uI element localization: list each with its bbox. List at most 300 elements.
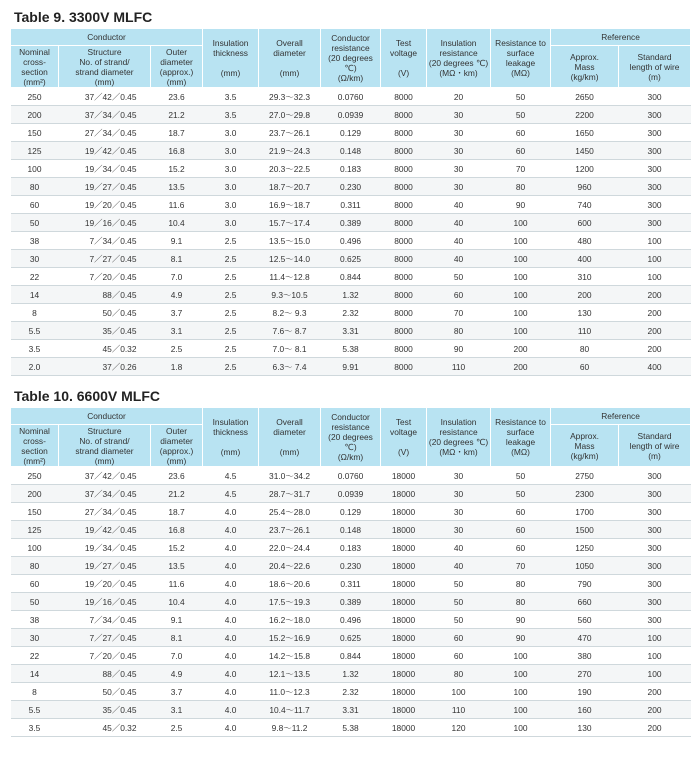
table-cell: 18000 [381,539,427,557]
table-cell: 7.0～ 8.1 [259,340,321,358]
table-row [11,322,691,340]
table-cell: 19／42／0.45 [59,521,151,539]
table-cell: 300 [619,88,691,106]
table-cell: 30 [427,106,491,124]
table-cell: 18.7～20.7 [259,178,321,196]
table-row [11,575,691,593]
table-row [11,340,691,358]
table-cell: 21.2 [151,106,203,124]
table-cell: 4.0 [203,539,259,557]
table-cell: 16.2～18.0 [259,611,321,629]
table-cell: 0.129 [321,503,381,521]
table-cell: 30 [427,178,491,196]
table-cell: 11.6 [151,196,203,214]
table-cell: 300 [619,503,691,521]
table-cell: 9.3～10.5 [259,286,321,304]
table-cell: 30 [11,629,59,647]
table-cell: 480 [551,232,619,250]
table-cell: 60 [11,196,59,214]
table-cell: 100 [619,629,691,647]
table-row [11,214,691,232]
table-cell: 300 [619,575,691,593]
table-cell: 310 [551,268,619,286]
table-cell: 50 [11,593,59,611]
table-cell: 35／0.45 [59,701,151,719]
table-cell: 18000 [381,467,427,485]
table-row [11,250,691,268]
table-cell: 80 [11,178,59,196]
table-cell: 3.5 [11,719,59,737]
table-cell: 80 [11,557,59,575]
table-row [11,701,691,719]
table-cell: 2.5 [203,322,259,340]
table-cell: 18000 [381,629,427,647]
table-cell: 8000 [381,196,427,214]
table-cell: 4.0 [203,629,259,647]
table-cell: 4.0 [203,611,259,629]
col-header: Conductor resistance (20 degrees ℃) (Ω/km) [321,29,381,88]
table-cell: 7／27／0.45 [59,250,151,268]
table-cell: 200 [11,485,59,503]
table-cell: 8000 [381,304,427,322]
table-cell: 8000 [381,286,427,304]
table-cell: 125 [11,521,59,539]
table-cell: 19／34／0.45 [59,160,151,178]
table-cell: 8000 [381,124,427,142]
table-row [11,647,691,665]
table-cell: 11.4～12.8 [259,268,321,286]
table-cell: 23.7～26.1 [259,124,321,142]
table-cell: 3.5 [11,340,59,358]
table-cell: 60 [491,124,551,142]
table-cell: 100 [491,268,551,286]
table-row [11,106,691,124]
table-cell: 100 [491,232,551,250]
table-cell: 125 [11,142,59,160]
table-cell: 27／34／0.45 [59,124,151,142]
table-cell: 3.7 [151,304,203,322]
table-cell: 23.6 [151,467,203,485]
table9-title: Table 9. 3300V MLFC [14,9,153,25]
table-cell: 10.4～11.7 [259,701,321,719]
table-cell: 160 [551,701,619,719]
col-header: Structure No. of strand/ strand diameter (mm) [59,425,151,467]
table-cell: 660 [551,593,619,611]
table-cell: 740 [551,196,619,214]
table-cell: 0.183 [321,539,381,557]
table-cell: 100 [11,539,59,557]
table-cell: 0.496 [321,232,381,250]
page [10,0,690,737]
table-cell: 40 [427,250,491,268]
table-cell: 4.0 [203,683,259,701]
table-cell: 14.2～15.8 [259,647,321,665]
table-cell: 30 [427,142,491,160]
table9 [10,28,691,376]
table-cell: 3.0 [203,124,259,142]
table-cell: 35／0.45 [59,322,151,340]
table-cell: 30 [427,503,491,521]
table-cell: 8000 [381,178,427,196]
table-cell: 19／20／0.45 [59,575,151,593]
table-cell: 400 [551,250,619,268]
table-cell: 11.0～12.3 [259,683,321,701]
table-cell: 16.8 [151,142,203,160]
table-cell: 3.31 [321,701,381,719]
table-cell: 1650 [551,124,619,142]
table-cell: 7.0 [151,268,203,286]
table-cell: 60 [551,358,619,376]
table-cell: 250 [11,467,59,485]
table-cell: 190 [551,683,619,701]
table-cell: 2.5 [151,719,203,737]
table-cell: 80 [491,593,551,611]
table-cell: 110 [551,322,619,340]
table-cell: 30 [427,467,491,485]
table-cell: 3.0 [203,178,259,196]
table-cell: 37／42／0.45 [59,467,151,485]
table-cell: 9.8～11.2 [259,719,321,737]
table-cell: 19／27／0.45 [59,178,151,196]
table-cell: 30 [427,485,491,503]
table-cell: 3.5 [203,106,259,124]
table-cell: 6.3～ 7.4 [259,358,321,376]
table-cell: 18.7 [151,124,203,142]
table-cell: 110 [427,701,491,719]
table-cell: 15.7～17.4 [259,214,321,232]
table-cell: 200 [619,304,691,322]
table-cell: 3.0 [203,160,259,178]
col-header: Resistance to surface leakage (MΩ) [491,408,551,467]
table-cell: 50 [427,593,491,611]
table-row [11,467,691,485]
table-cell: 300 [619,611,691,629]
table-cell: 60 [491,539,551,557]
table-cell: 80 [491,178,551,196]
table-cell: 15.2～16.9 [259,629,321,647]
table-cell: 19／20／0.45 [59,196,151,214]
table-cell: 50 [427,575,491,593]
table-row [11,358,691,376]
table-cell: 0.183 [321,160,381,178]
table-cell: 9.91 [321,358,381,376]
table-cell: 8 [11,304,59,322]
table-cell: 21.9～24.3 [259,142,321,160]
col-header: Outer diameter (approx.) (mm) [151,425,203,467]
col-header: Overall diameter (mm) [259,29,321,88]
table-row [11,196,691,214]
table-cell: 70 [491,160,551,178]
table-cell: 200 [551,286,619,304]
table-cell: 90 [491,629,551,647]
table-cell: 9.1 [151,232,203,250]
table-cell: 300 [619,214,691,232]
table-row [11,485,691,503]
table-cell: 1450 [551,142,619,160]
table-cell: 18000 [381,593,427,611]
table-cell: 200 [619,340,691,358]
table-cell: 8000 [381,358,427,376]
reference-group-header: Reference [551,408,691,425]
table-cell: 100 [491,701,551,719]
table-cell: 130 [551,719,619,737]
table-cell: 40 [427,196,491,214]
table-cell: 7／34／0.45 [59,611,151,629]
table-cell: 22.0～24.4 [259,539,321,557]
table-cell: 200 [491,340,551,358]
table-cell: 1700 [551,503,619,521]
table-cell: 8.1 [151,250,203,268]
col-header: Resistance to surface leakage (MΩ) [491,29,551,88]
table-cell: 100 [619,647,691,665]
table-cell: 300 [619,539,691,557]
table-row [11,539,691,557]
table-cell: 70 [491,557,551,575]
table-cell: 50／0.45 [59,304,151,322]
table-cell: 45／0.32 [59,719,151,737]
table-cell: 18.6～20.6 [259,575,321,593]
table-cell: 38 [11,232,59,250]
table-cell: 0.0760 [321,467,381,485]
table-cell: 14 [11,665,59,683]
table-cell: 4.0 [203,701,259,719]
table-cell: 15.2 [151,539,203,557]
table-cell: 960 [551,178,619,196]
table-cell: 3.1 [151,322,203,340]
table-cell: 8 [11,683,59,701]
table-cell: 0.389 [321,214,381,232]
table-cell: 45／0.32 [59,340,151,358]
table-cell: 200 [619,683,691,701]
table-cell: 3.0 [203,142,259,160]
table-cell: 0.0939 [321,485,381,503]
table-cell: 17.5～19.3 [259,593,321,611]
table-cell: 18000 [381,485,427,503]
table-cell: 200 [11,106,59,124]
table-cell: 4.0 [203,503,259,521]
table-cell: 100 [491,647,551,665]
table-cell: 0.0939 [321,106,381,124]
table-cell: 37／0.26 [59,358,151,376]
table-cell: 200 [619,322,691,340]
table-cell: 20.4～22.6 [259,557,321,575]
table-cell: 200 [619,286,691,304]
table-cell: 300 [619,521,691,539]
table-cell: 7／20／0.45 [59,647,151,665]
table-cell: 300 [619,178,691,196]
table-cell: 38 [11,611,59,629]
table-cell: 7.6～ 8.7 [259,322,321,340]
table-cell: 50 [491,88,551,106]
table-cell: 13.5 [151,557,203,575]
table-cell: 8000 [381,340,427,358]
table-cell: 18000 [381,647,427,665]
table-cell: 88／0.45 [59,665,151,683]
table-cell: 100 [619,232,691,250]
table-cell: 100 [619,250,691,268]
table-cell: 18000 [381,665,427,683]
table-cell: 50 [491,485,551,503]
table-cell: 18000 [381,719,427,737]
table-cell: 50／0.45 [59,683,151,701]
table-cell: 4.0 [203,665,259,683]
table-cell: 7／20／0.45 [59,268,151,286]
table-cell: 8000 [381,88,427,106]
table-cell: 3.0 [203,214,259,232]
table-cell: 0.148 [321,521,381,539]
table-cell: 19／16／0.45 [59,214,151,232]
table-cell: 20.3～22.5 [259,160,321,178]
table-cell: 100 [491,214,551,232]
table-cell: 5.38 [321,340,381,358]
table-cell: 50 [491,106,551,124]
table-cell: 1050 [551,557,619,575]
table-cell: 4.5 [203,485,259,503]
table-row [11,611,691,629]
table-cell: 19／27／0.45 [59,557,151,575]
table-cell: 27.0～29.8 [259,106,321,124]
table-cell: 40 [427,214,491,232]
col-header: Nominal cross-section (mm²) [11,46,59,88]
table-cell: 90 [427,340,491,358]
col-header: Insulation thickness (mm) [203,29,259,88]
table-cell: 9.1 [151,611,203,629]
table-row [11,124,691,142]
table-cell: 7／34／0.45 [59,232,151,250]
table-row [11,160,691,178]
table-cell: 0.625 [321,250,381,268]
table-cell: 3.7 [151,683,203,701]
table-cell: 60 [491,521,551,539]
table-row [11,557,691,575]
table-cell: 28.7～31.7 [259,485,321,503]
table-cell: 18.7 [151,503,203,521]
table-cell: 0.844 [321,268,381,286]
table-cell: 8000 [381,214,427,232]
table-cell: 100 [491,304,551,322]
table-cell: 27／34／0.45 [59,503,151,521]
conductor-group-header: Conductor [11,408,203,425]
table-cell: 100 [619,268,691,286]
table-cell: 12.5～14.0 [259,250,321,268]
table-row [11,629,691,647]
table-cell: 3.5 [203,88,259,106]
table-row [11,593,691,611]
table-cell: 300 [619,557,691,575]
table-cell: 80 [427,665,491,683]
table-cell: 21.2 [151,485,203,503]
table-cell: 8000 [381,268,427,286]
table-cell: 1200 [551,160,619,178]
table10-body [11,467,691,737]
table-cell: 31.0～34.2 [259,467,321,485]
table-cell: 100 [491,250,551,268]
table-row [11,503,691,521]
col-header: Test voltage (V) [381,408,427,467]
table-cell: 150 [11,124,59,142]
table-row [11,88,691,106]
table-cell: 1.32 [321,286,381,304]
table-cell: 300 [619,160,691,178]
table-row [11,719,691,737]
table-row [11,665,691,683]
table-cell: 80 [427,322,491,340]
table-cell: 2.5 [203,232,259,250]
table-cell: 37／34／0.45 [59,106,151,124]
table-cell: 100 [427,683,491,701]
table-cell: 15.2 [151,160,203,178]
table9-body [11,88,691,376]
table-cell: 100 [619,665,691,683]
table-cell: 120 [427,719,491,737]
table-cell: 0.129 [321,124,381,142]
table-cell: 0.625 [321,629,381,647]
table-cell: 18000 [381,503,427,521]
table-cell: 1.32 [321,665,381,683]
table-cell: 40 [427,539,491,557]
table-cell: 4.0 [203,557,259,575]
table-cell: 2.5 [203,340,259,358]
table-cell: 3.0 [203,196,259,214]
table-cell: 40 [427,557,491,575]
table-row [11,521,691,539]
table-cell: 12.1～13.5 [259,665,321,683]
table-cell: 60 [491,142,551,160]
table-row [11,683,691,701]
table-row [11,286,691,304]
table-cell: 300 [619,467,691,485]
table-cell: 300 [619,142,691,160]
table-row [11,268,691,286]
table-cell: 250 [11,88,59,106]
col-header: Standard length of wire (m) [619,46,691,88]
table-cell: 2.32 [321,304,381,322]
table-cell: 300 [619,485,691,503]
table-cell: 2650 [551,88,619,106]
table-cell: 4.5 [203,467,259,485]
table-cell: 0.0760 [321,88,381,106]
table-cell: 10.4 [151,214,203,232]
table-row [11,232,691,250]
table-cell: 600 [551,214,619,232]
table-cell: 1500 [551,521,619,539]
table-cell: 0.844 [321,647,381,665]
table-row [11,304,691,322]
table-cell: 100 [491,665,551,683]
table-cell: 300 [619,593,691,611]
table-cell: 60 [427,286,491,304]
table-cell: 11.6 [151,575,203,593]
table-cell: 50 [11,214,59,232]
col-header: Nominal cross-section (mm²) [11,425,59,467]
table-cell: 70 [427,304,491,322]
table-cell: 400 [619,358,691,376]
table-cell: 1.8 [151,358,203,376]
col-header: Conductor resistance (20 degrees ℃) (Ω/km) [321,408,381,467]
table-cell: 1250 [551,539,619,557]
table-cell: 7／27／0.45 [59,629,151,647]
table-cell: 60 [491,503,551,521]
table-cell: 8.1 [151,629,203,647]
table-cell: 100 [491,683,551,701]
table-cell: 40 [427,232,491,250]
table-cell: 0.389 [321,593,381,611]
table-cell: 100 [491,286,551,304]
table-cell: 560 [551,611,619,629]
table-cell: 5.5 [11,701,59,719]
table-cell: 14 [11,286,59,304]
table-cell: 30 [427,521,491,539]
